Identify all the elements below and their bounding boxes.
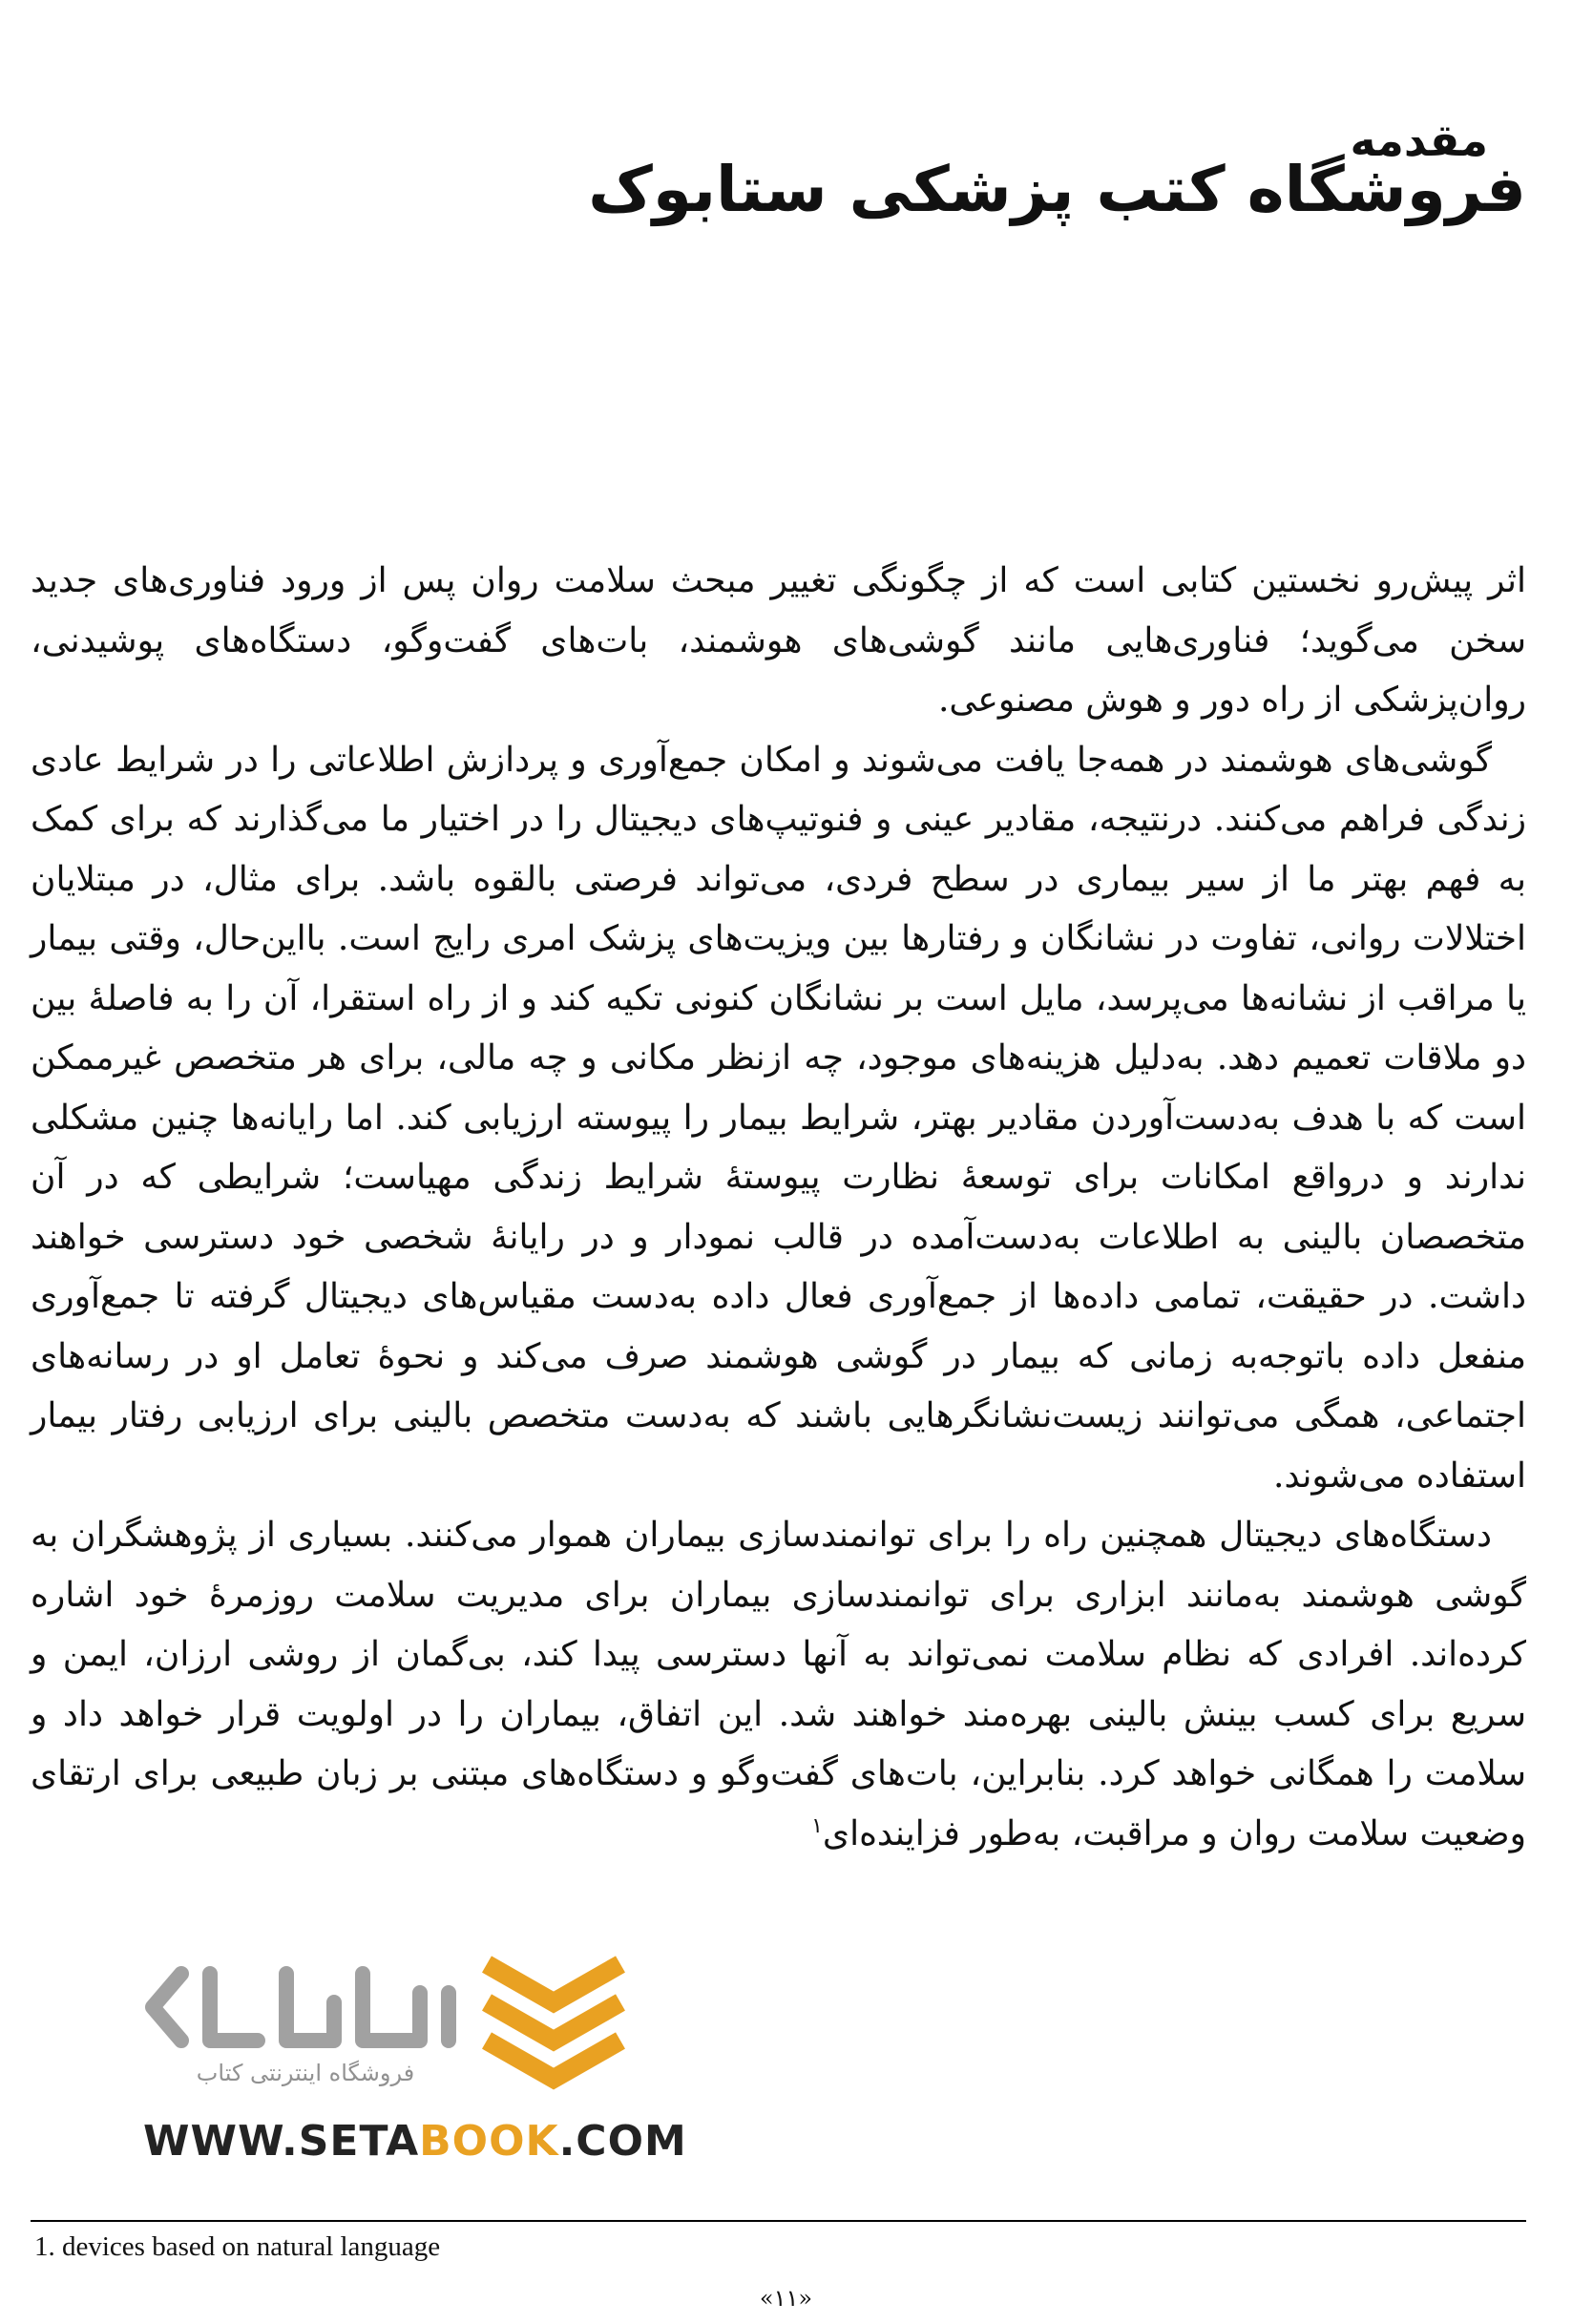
footnote-divider (31, 2220, 1526, 2222)
page-number: «۱۱» (759, 2285, 813, 2312)
watermark-url[interactable] (143, 2117, 687, 2166)
store-title: فروشگاه کتب پزشکی ستابوک (588, 153, 1526, 226)
watermark-url-prefix: WWW.SETA (143, 2117, 420, 2166)
body-text (31, 552, 1526, 1864)
setabook-watermark (143, 1936, 687, 2166)
watermark-tagline: فروشگاه اینترنتی کتاب (196, 2060, 415, 2086)
paragraph-3 (31, 1506, 1526, 1864)
paragraph-2: گوشی‌های هوشمند در همه‌جا یافت می‌شوند و امکان جمع‌آوری و پردازش اطلاعاتی را در شرایط عادی زندگی فراهم می‌کنند. درنتیجه، مقادیر عینی و فنوتیپ‌های دیجیتال را در اختیار ما می‌گذارند که برای کمک به فهم بهتر ما از سیر بیماری در سطح فردی، می‌تواند فرصتی بالقوه باشد. برای مثال، در مبتلایان اختلالات روانی، تفاوت در نشانگان و رفتارها بین ویزیت‌های پزشک امری رایج است. بااین‌حال، وقتی بیمار یا مراقب از نشانه‌ها می‌پرسد، مایل است بر نشانگان کنونی تکیه کند و از راه استقرا، آن را به فاصلهٔ بین دو ملاقات تعمیم دهد. به‌دلیل هزینه‌های موجود، چه ازنظر مکانی و چه مالی، برای هر متخصص غیرممکن است که با هدف به‌دست‌آوردن مقادیر بهتر، شرایط بیمار را پیوسته ارزیابی کند. اما رایانه‌ها چنین مشکلی ندارند و درواقع امکانات برای توسعهٔ نظارت پیوستهٔ شرایط زندگی مهیاست؛ شرایطی که در آن متخصصان بالینی به اطلاعات به‌دست‌آمده در قالب نمودار و در رایانهٔ شخصی خود دسترسی خواهند داشت. در حقیقت، تمامی داده‌ها از جمع‌آوری فعال داده به‌دست مقیاس‌های دیجیتال گرفته تا جمع‌آوری منفعل داده باتوجه‌به زمانی که بیمار در گوشی هوشمند صرف می‌کند و نحوهٔ تعامل او در رسانه‌های اجتماعی، همگی می‌توانند زیست‌نشانگرهایی باشند که به‌دست متخصص بالینی برای ارزیابی رفتار بیمار استفاده می‌شوند. (31, 740, 1526, 1496)
footnote-marker[interactable]: ۱ (811, 1813, 823, 1838)
page-header (588, 113, 1526, 226)
chapter-title: مقدمه (1350, 115, 1488, 166)
watermark-url-accent: BOOK (419, 2117, 559, 2166)
setabook-logo-icon (143, 1936, 678, 2117)
watermark-url-suffix: .COM (558, 2117, 687, 2166)
footnote-text: 1. devices based on natural language (34, 2231, 441, 2262)
paragraph-3-text: دستگاه‌های دیجیتال همچنین راه را برای توانمندسازی بیماران هموار می‌کنند. بسیاری از پژوهشگران به گوشی هوشمند به‌مانند ابزاری برای توانمندسازی بیماران برای مدیریت سلامت روزمرهٔ خود اشاره کرده‌اند. افرادی که نظام سلامت نمی‌تواند به آنها دسترسی پیدا کند، بی‌گمان از روشی ارزان، ایمن و سریع برای کسب بینش بالینی بهره‌مند خواهند شد. این اتفاق، بیماران را در اولویت قرار خواهد داد و سلامت را همگانی خواهد کرد. بنابراین، بات‌های گفت‌وگو و دستگاه‌های مبتنی بر زبان طبیعی برای ارتقای وضعیت سلامت روان و مراقبت، به‌طور فزاینده‌ای (31, 1516, 1526, 1853)
paragraph-1: اثر پیش‌رو نخستین کتابی است که از چگونگی تغییر مبحث سلامت روان پس از ورود فناوری‌های جدید سخن می‌گوید؛ فناوری‌هایی مانند گوشی‌های هوشمند، بات‌های گفت‌وگو، دستگاه‌های پوشیدنی، روان‌پزشکی از راه دور و هوش مصنوعی. (31, 561, 1526, 720)
